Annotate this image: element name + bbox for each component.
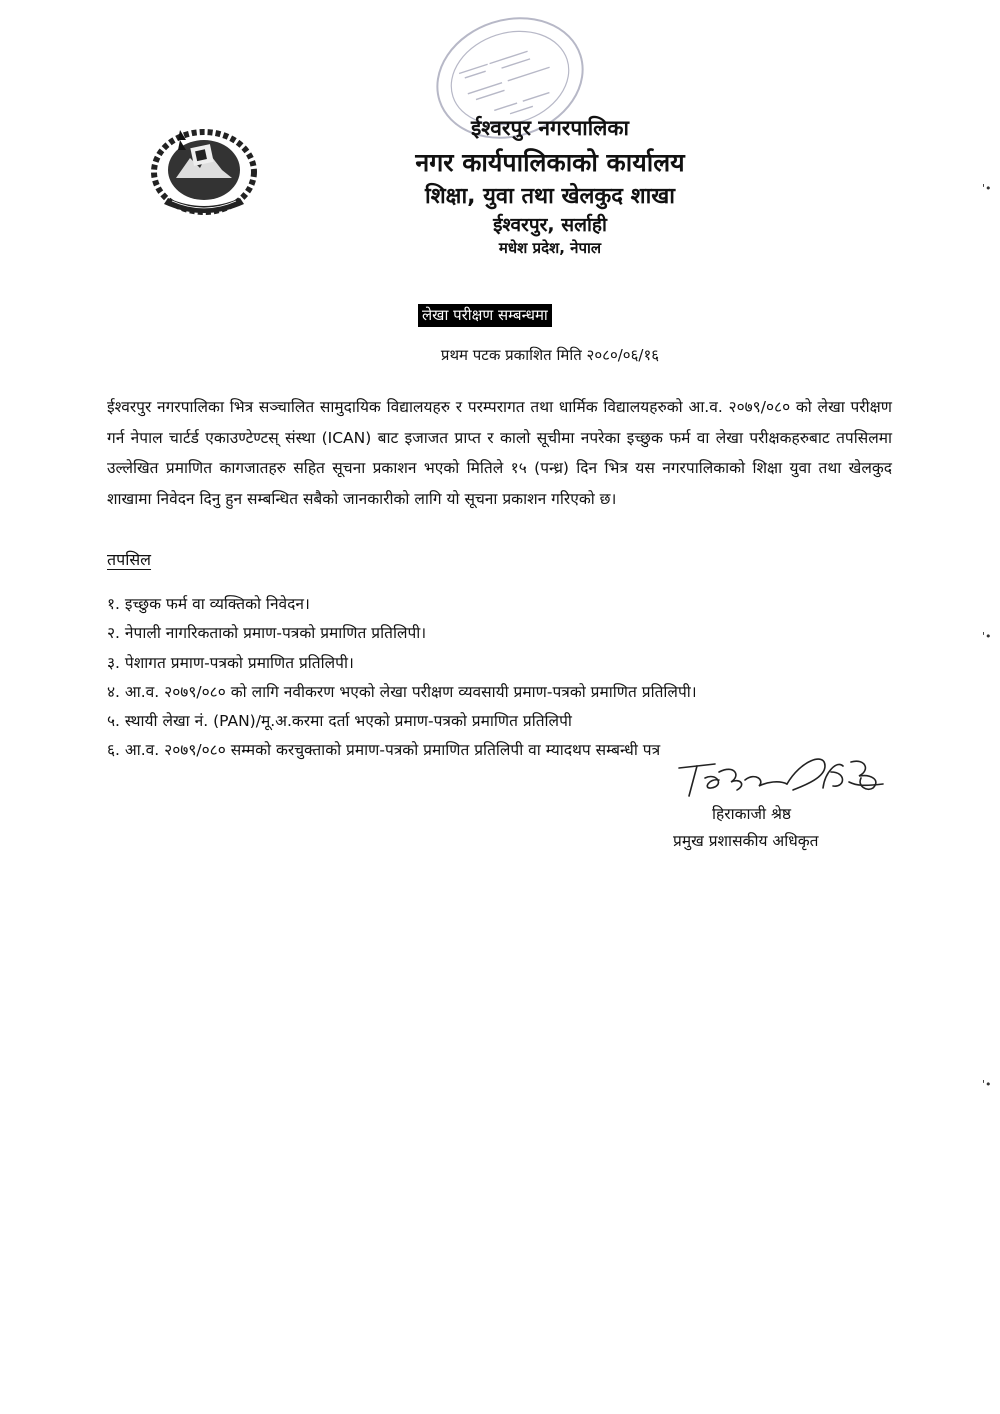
branch-name: शिक्षा, युवा तथा खेलकुद शाखा [425, 184, 675, 209]
list-item: ३. पेशागत प्रमाण-पत्रको प्रमाणित प्रतिलिपी। [107, 653, 354, 672]
tapsil-heading: तपसिल [107, 550, 152, 569]
list-item: ४. आ.व. २०७९/०८० को लागि नवीकरण भएको लेखा परीक्षण व्यवसायी प्रमाण-पत्रको प्रमाणित प्रतिलिपी। [107, 682, 697, 701]
nepal-government-emblem-icon [150, 122, 258, 218]
province-country: मधेश प्रदेश, नेपाल [498, 239, 602, 257]
handwritten-signature-icon [675, 742, 890, 804]
notice-subject: लेखा परीक्षण सम्बन्धमा [418, 304, 552, 327]
list-item: ६. आ.व. २०७९/०८० सम्मको करचुक्ताको प्रमाण-पत्रको प्रमाणित प्रतिलिपी वा म्यादथप सम्बन्धी पत्र [107, 741, 661, 760]
list-item: ५. स्थायी लेखा नं. (PAN)/मू.अ.करमा दर्ता भएको प्रमाण-पत्रको प्रमाणित प्रतिलिपी [107, 712, 572, 731]
scan-mark: '• [982, 182, 992, 195]
published-date: प्रथम पटक प्रकाशित मिति २०८०/०६/१६ [440, 346, 660, 364]
scan-mark: '• [982, 630, 992, 643]
notice-body: ईश्वरपुर नगरपालिका भित्र सञ्चालित सामुदायिक विद्यालयहरु र परम्परागत तथा धार्मिक विद्यालयहरुको आ.व. २०७९/०८० को लेखा परीक्षण गर्न नेपाल चार्टर्ड एकाउण्टेण्टस् संस्था (ICAN) बाट इजाजत प्राप्त र कालो सूचीमा नपरेका इच्छुक फर्म वा लेखा परीक्षकहरुबाट तपसिलमा उल्लेखित प्रमाणित कागजातहरु सहित सूचना प्रकाशन भएको मितिले १५ (पन्ध्र) दिन भित्र यस नगरपालिकाको शिक्षा युवा तथा खेलकुद शाखामा निवेदन दिनु हुन सम्बन्धित सबैको जानकारीको लागि यो सूचना प्रकाशन गरिएको छ। [107, 398, 892, 508]
municipality-name: ईश्वरपुर नगरपालिका [470, 116, 629, 140]
office-name: नगर कार्यपालिकाको कार्यालय [415, 148, 685, 177]
list-item: २. नेपाली नागरिकताको प्रमाण-पत्रको प्रमाणित प्रतिलिपी। [107, 624, 427, 643]
required-documents-list [107, 590, 897, 766]
list-item: १. इच्छुक फर्म वा व्यक्तिको निवेदन। [107, 595, 310, 613]
signer-title: प्रमुख प्रशासकीय अधिकृत [673, 832, 819, 850]
office-address: ईश्वरपुर, सर्लाही [493, 214, 607, 236]
scan-mark: '• [982, 1078, 992, 1091]
signer-name: हिराकाजी श्रेष्ठ [712, 805, 792, 823]
